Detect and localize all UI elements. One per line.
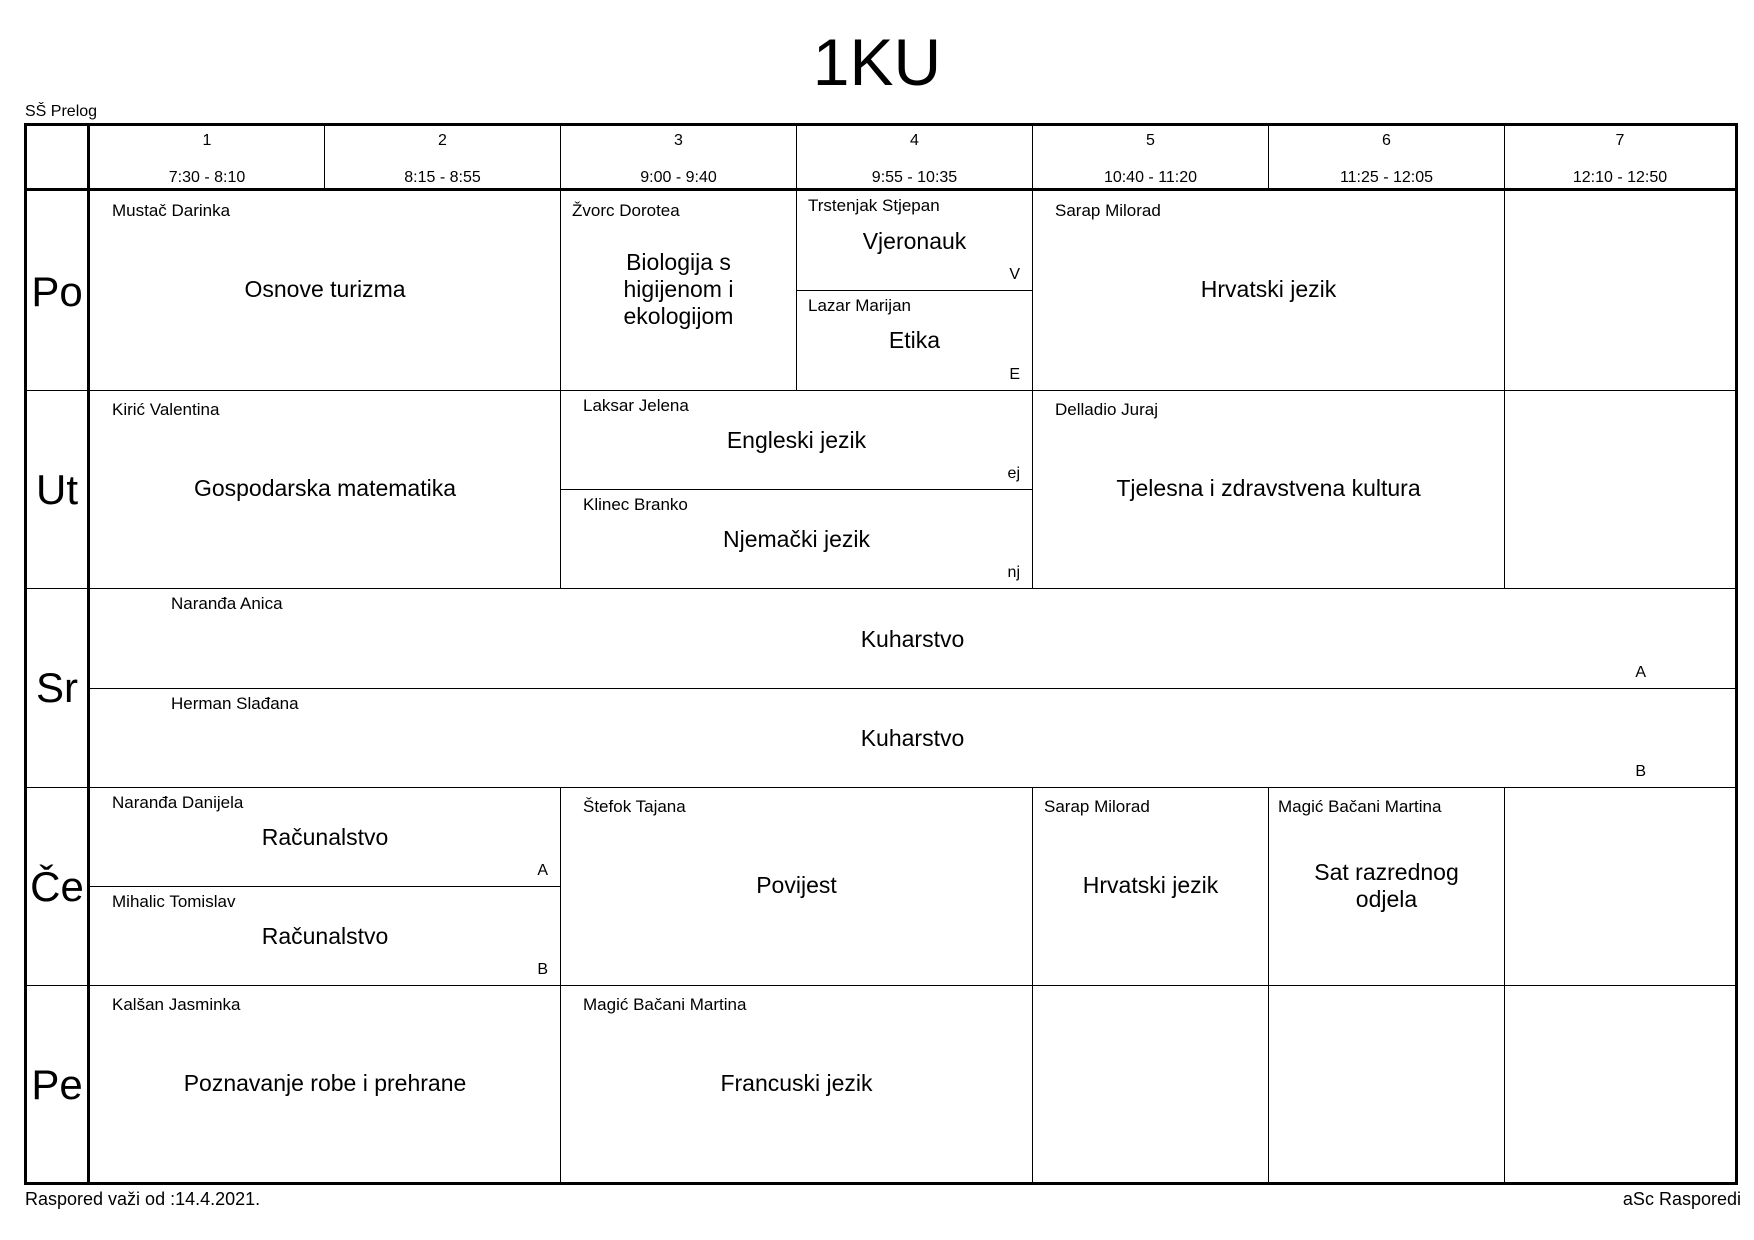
lesson-subject: Biologija s higijenom i ekologijom xyxy=(623,249,734,329)
period-number: 7 xyxy=(1615,132,1625,149)
lesson-subject: Računalstvo xyxy=(261,923,389,949)
lesson-subject: Vjeronauk xyxy=(862,228,967,254)
day-label: Sr xyxy=(36,664,78,711)
lesson-subject: Tjelesna i zdravstvena kultura xyxy=(1116,475,1421,501)
timetable-grid xyxy=(24,123,1738,1185)
day-label: Po xyxy=(31,268,83,315)
period-number: 4 xyxy=(910,132,919,149)
lesson-cell[interactable] xyxy=(90,689,1735,787)
lesson-teacher: Žvorc Dorotea xyxy=(572,201,680,220)
lesson-subject: Engleski jezik xyxy=(726,427,867,453)
lesson-border xyxy=(1504,391,1505,588)
lesson-subject: Sat razrednog odjela xyxy=(1314,859,1459,912)
period-header xyxy=(90,126,324,188)
period-number: 1 xyxy=(202,132,212,149)
lesson-group: A xyxy=(537,862,548,879)
lesson-cell[interactable] xyxy=(90,887,560,985)
lesson-group: B xyxy=(1635,763,1646,780)
lesson-subject: Hrvatski jezik xyxy=(1200,276,1337,302)
lesson-subject: Etika xyxy=(888,327,941,353)
validity-note: Raspored važi od :14.4.2021. xyxy=(25,1189,261,1209)
period-header xyxy=(325,126,560,188)
lesson-cell[interactable] xyxy=(1033,391,1504,588)
lesson-cell[interactable] xyxy=(561,391,1032,489)
day-label: Pe xyxy=(31,1061,83,1108)
lesson-cell[interactable] xyxy=(90,589,1735,688)
period-header xyxy=(1505,126,1735,188)
period-time: 9:00 - 9:40 xyxy=(640,169,717,186)
period-time: 9:55 - 10:35 xyxy=(871,169,958,186)
lesson-subject: Računalstvo xyxy=(261,824,389,850)
lesson-teacher: Laksar Jelena xyxy=(583,396,689,415)
period-number: 2 xyxy=(438,132,447,149)
lesson-cell[interactable] xyxy=(1269,788,1504,985)
lesson-border xyxy=(1504,986,1505,1182)
lesson-teacher: Kalšan Jasminka xyxy=(112,995,241,1014)
period-header xyxy=(1033,126,1268,188)
lesson-teacher: Naranđa Anica xyxy=(171,594,283,613)
lesson-teacher: Klinec Branko xyxy=(583,495,688,514)
lesson-teacher: Naranđa Danijela xyxy=(112,793,244,812)
period-time: 7:30 - 8:10 xyxy=(168,169,246,186)
lesson-teacher: Magić Bačani Martina xyxy=(583,995,747,1014)
lesson-cell[interactable] xyxy=(90,391,560,588)
day-label: Ut xyxy=(36,466,78,513)
lesson-teacher: Trstenjak Stjepan xyxy=(808,196,940,215)
period-header xyxy=(1269,126,1504,188)
lesson-subject: Povijest xyxy=(756,872,837,898)
period-number: 5 xyxy=(1146,132,1155,149)
lesson-subject: Poznavanje robe i prehrane xyxy=(183,1070,467,1096)
period-time: 8:15 - 8:55 xyxy=(404,169,481,186)
period-number: 6 xyxy=(1382,132,1391,149)
lesson-subject: Francuski jezik xyxy=(720,1070,873,1096)
lesson-subject: Njemački jezik xyxy=(723,526,870,552)
lesson-group: B xyxy=(537,961,548,978)
lesson-cell[interactable] xyxy=(90,986,560,1182)
lesson-group: nj xyxy=(1007,564,1020,581)
period-header xyxy=(797,126,1032,188)
lesson-cell[interactable] xyxy=(561,986,1032,1182)
period-time: 11:25 - 12:05 xyxy=(1339,169,1434,186)
lesson-cell[interactable] xyxy=(561,490,1032,588)
lesson-cell[interactable] xyxy=(1033,788,1268,985)
lesson-group: A xyxy=(1635,664,1646,681)
lesson-subject: Hrvatski jezik xyxy=(1082,872,1219,898)
lesson-subject: Kuharstvo xyxy=(860,725,965,751)
lesson-teacher: Magić Bačani Martina xyxy=(1278,797,1442,816)
lesson-subject: Gospodarska matematika xyxy=(193,475,457,501)
day-label: Če xyxy=(30,863,84,910)
lesson-teacher: Mustač Darinka xyxy=(112,201,231,220)
lesson-cell[interactable] xyxy=(90,191,560,390)
lesson-border xyxy=(1504,191,1505,390)
lesson-teacher: Mihalic Tomislav xyxy=(112,892,236,911)
lesson-subject: Osnove turizma xyxy=(244,276,406,302)
software-credit: aSc Rasporedi xyxy=(1622,1189,1741,1209)
lesson-teacher: Delladio Juraj xyxy=(1055,400,1158,419)
page-title: 1KU xyxy=(812,25,942,99)
lesson-cell[interactable] xyxy=(561,191,796,390)
lesson-border xyxy=(1032,986,1033,1182)
lesson-group: ej xyxy=(1007,465,1020,482)
school-name: SŠ Prelog xyxy=(25,103,98,120)
period-header xyxy=(561,126,796,188)
lesson-border xyxy=(1268,986,1269,1182)
lesson-subject: Kuharstvo xyxy=(860,626,965,652)
lesson-teacher: Kirić Valentina xyxy=(112,400,220,419)
lesson-border xyxy=(1504,788,1505,985)
lesson-teacher: Sarap Milorad xyxy=(1044,797,1150,816)
period-time: 10:40 - 11:20 xyxy=(1103,169,1198,186)
period-time: 12:10 - 12:50 xyxy=(1572,169,1668,186)
lesson-cell[interactable] xyxy=(797,291,1032,390)
lesson-teacher: Sarap Milorad xyxy=(1055,201,1161,220)
lesson-teacher: Štefok Tajana xyxy=(583,797,686,816)
lesson-group: E xyxy=(1009,366,1020,383)
lesson-cell[interactable] xyxy=(561,788,1032,985)
lesson-cell[interactable] xyxy=(797,191,1032,290)
lesson-cell[interactable] xyxy=(90,788,560,886)
lesson-teacher: Lazar Marijan xyxy=(808,296,911,315)
lesson-cell[interactable] xyxy=(1033,191,1504,390)
lesson-teacher: Herman Slađana xyxy=(171,694,299,713)
lesson-group: V xyxy=(1009,266,1020,283)
period-number: 3 xyxy=(674,132,683,149)
